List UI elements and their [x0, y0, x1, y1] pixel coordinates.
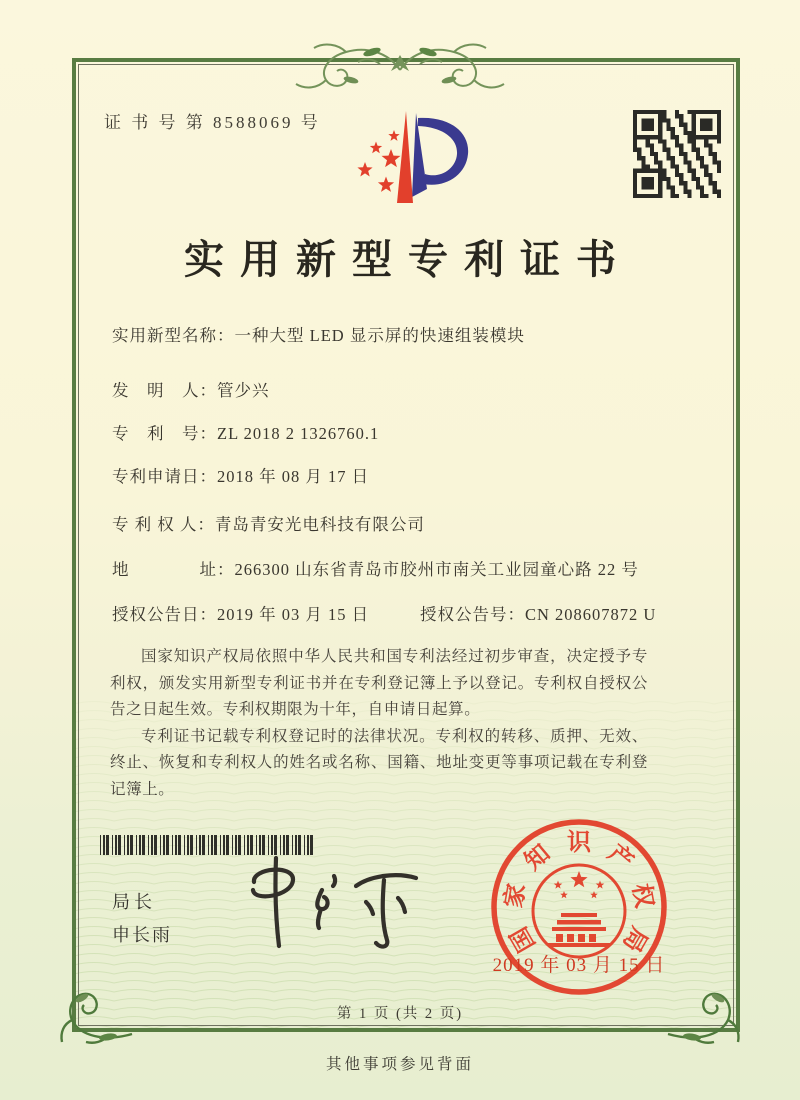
field-row-address	[112, 556, 657, 580]
field-label: 实用新型名称：	[112, 326, 235, 345]
legal-paragraph-2: 专利证书记载专利权登记时的法律状况。专利权的转移、质押、无效、终止、恢复和专利权人的姓名或名称、国籍、地址变更等事项记载在专利登记簿上。	[110, 727, 648, 798]
certificate-number: 证 书 号 第 8588069 号	[104, 113, 321, 132]
field-value: 管少兴	[217, 381, 270, 400]
certificate-title: 实用新型专利证书	[184, 237, 632, 282]
field-label: 发 明 人：	[112, 381, 217, 400]
field-label: 专利申请日：	[112, 467, 217, 486]
legal-text	[110, 644, 648, 803]
director-title-label: 局长	[112, 892, 156, 912]
svg-text:局: 局	[617, 922, 652, 956]
svg-text:权: 权	[627, 881, 657, 910]
field-value: ZL 2018 2 1326760.1	[217, 424, 380, 443]
field-value: 2018 年 08 月 17 日	[217, 467, 370, 486]
field-label: 授权公告号：	[420, 605, 525, 624]
qr-code-icon	[633, 110, 721, 198]
field-row-grant	[112, 601, 657, 625]
field-row-patentee	[112, 511, 657, 535]
cnipa-patent-logo-icon	[336, 98, 486, 218]
field-value: 266300 山东省青岛市胶州市南关工业园童心路 22 号	[234, 560, 639, 579]
field-value: 青岛青安光电科技有限公司	[214, 515, 425, 534]
field-row-filing-date	[112, 463, 657, 487]
seal-date: 2019 年 03 月 15 日	[492, 955, 666, 976]
svg-text:知: 知	[520, 840, 556, 876]
top-ornament-flourish-icon	[280, 30, 520, 100]
svg-text:识: 识	[567, 830, 591, 856]
field-label: 专 利 权 人：	[112, 515, 215, 534]
field-pair-grant-number	[420, 601, 656, 625]
field-label: 地 址：	[112, 560, 235, 579]
svg-text:国: 国	[506, 922, 541, 956]
svg-text:产: 产	[602, 840, 638, 876]
field-row-patent-number	[112, 420, 657, 444]
svg-text:家: 家	[501, 881, 531, 910]
page-indicator: 第 1 页 (共 2 页)	[336, 1006, 464, 1022]
field-value: CN 208607872 U	[525, 605, 657, 624]
director-name: 申长雨	[112, 925, 172, 945]
director-signature-icon	[218, 852, 428, 952]
field-value: 一种大型 LED 显示屏的快速组装模块	[234, 326, 525, 345]
field-label: 授权公告日：	[112, 605, 217, 624]
field-label: 专 利 号：	[112, 424, 217, 443]
field-value: 2019 年 03 月 15 日	[217, 605, 370, 624]
legal-paragraph-1: 国家知识产权局依照中华人民共和国专利法经过初步审查，决定授予专利权，颁发实用新型专利证书并在专利登记簿上予以登记。专利权自授权公告之日起生效。专利权期限为十年，自申请日起算。	[110, 648, 648, 718]
field-row-utility-name	[112, 322, 657, 346]
field-row-inventor	[112, 377, 657, 401]
back-note: 其他事项参见背面	[325, 1056, 474, 1073]
